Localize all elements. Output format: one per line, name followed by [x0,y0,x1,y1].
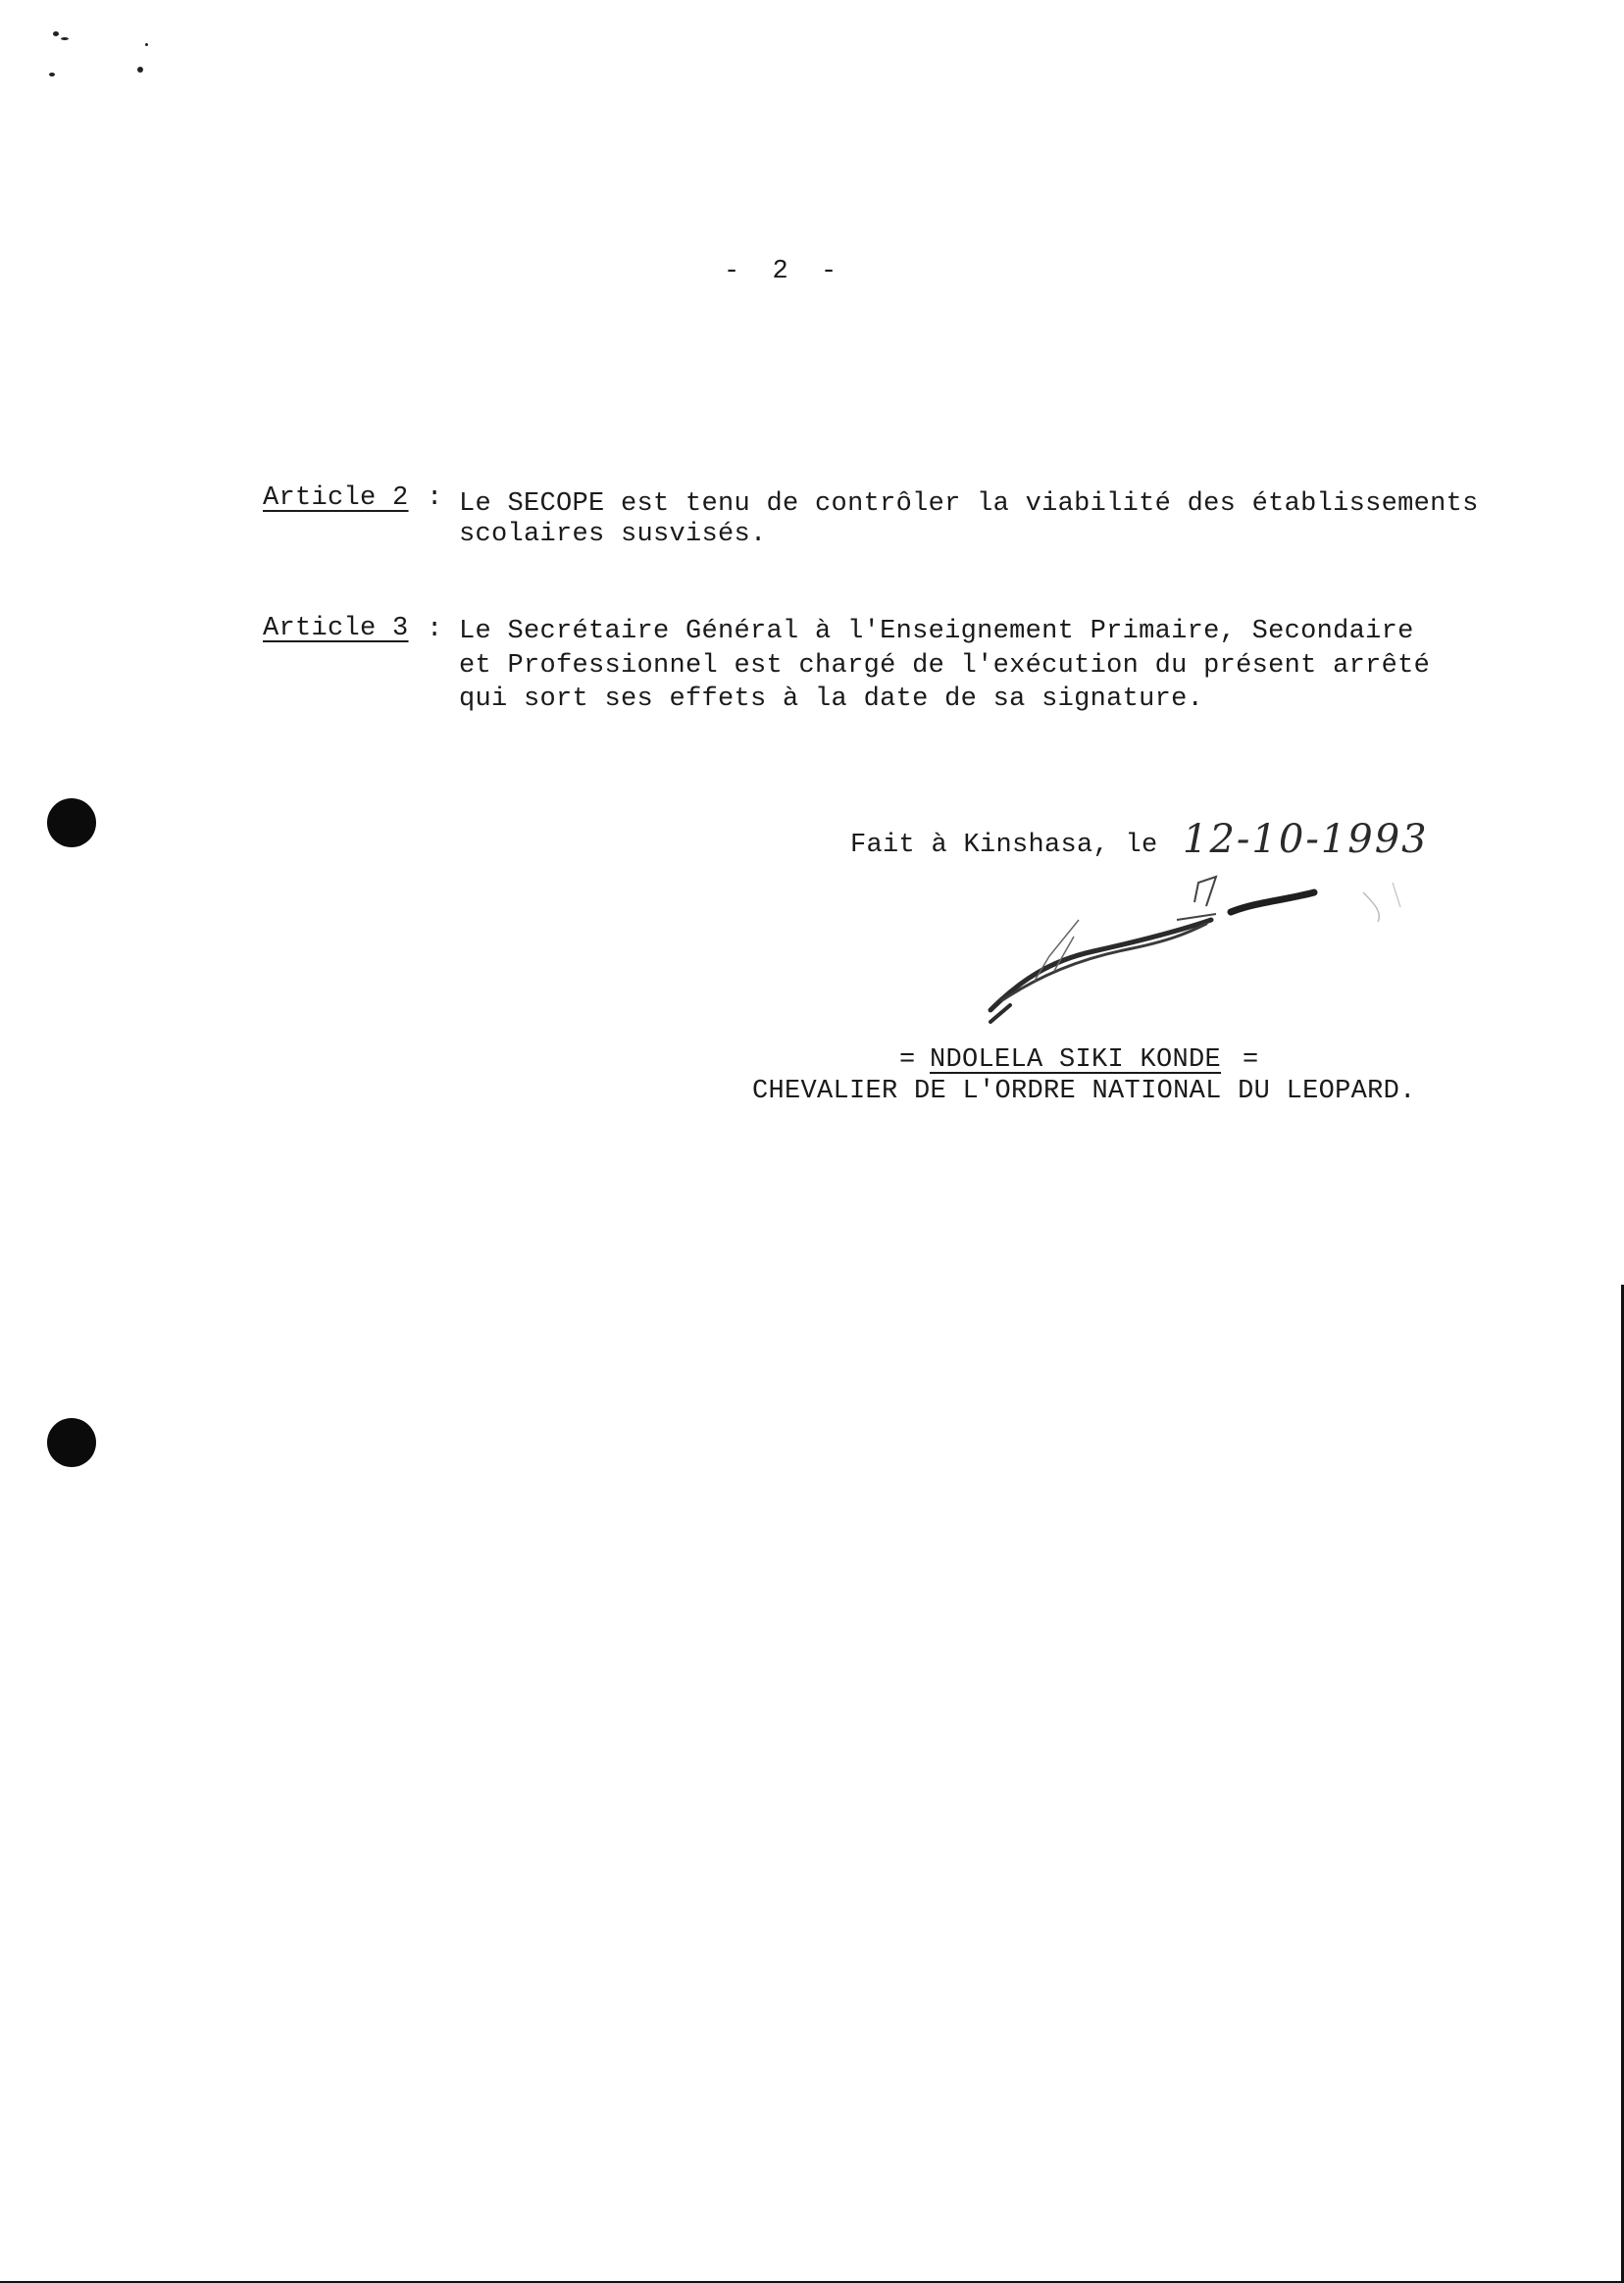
article-2-line-2: scolaires susvisés. [459,520,767,549]
scan-speck [145,43,148,46]
scan-speck [49,73,55,76]
signatory-title: CHEVALIER DE L'ORDRE NATIONAL DU LEOPARD. [752,1077,1416,1106]
article-3-separator: : [427,615,443,644]
handwritten-date: 12-10-1993 [1183,817,1429,862]
article-3-line-3: qui sort ses effets à la date de sa signature. [459,685,1204,714]
signatory-name-prefix: = [899,1045,916,1075]
article-2-separator: : [427,483,443,513]
article-2-label: Article 2 [263,483,409,513]
signatory-name-suffix: = [1243,1045,1259,1075]
signature-mark [883,863,1432,1030]
signatory-name: NDOLELA SIKI KONDE [930,1045,1222,1075]
article-2-line-1: Le SECOPE est tenu de contrôler la viabilité des établissements [459,489,1479,519]
scan-speck [137,67,143,73]
article-3-label: Article 3 [263,614,409,643]
scan-speck [61,37,69,40]
punch-hole-upper [47,798,96,847]
closing-place: Fait à Kinshasa, le [850,831,1158,860]
scan-speck [53,31,59,36]
article-3-line-1: Le Secrétaire Général à l'Enseignement Primaire, Secondaire [459,617,1414,646]
punch-hole-lower [47,1418,96,1467]
article-3-line-2: et Professionnel est chargé de l'exécution du présent arrêté [459,651,1431,681]
page-number: - 2 - [724,257,837,286]
